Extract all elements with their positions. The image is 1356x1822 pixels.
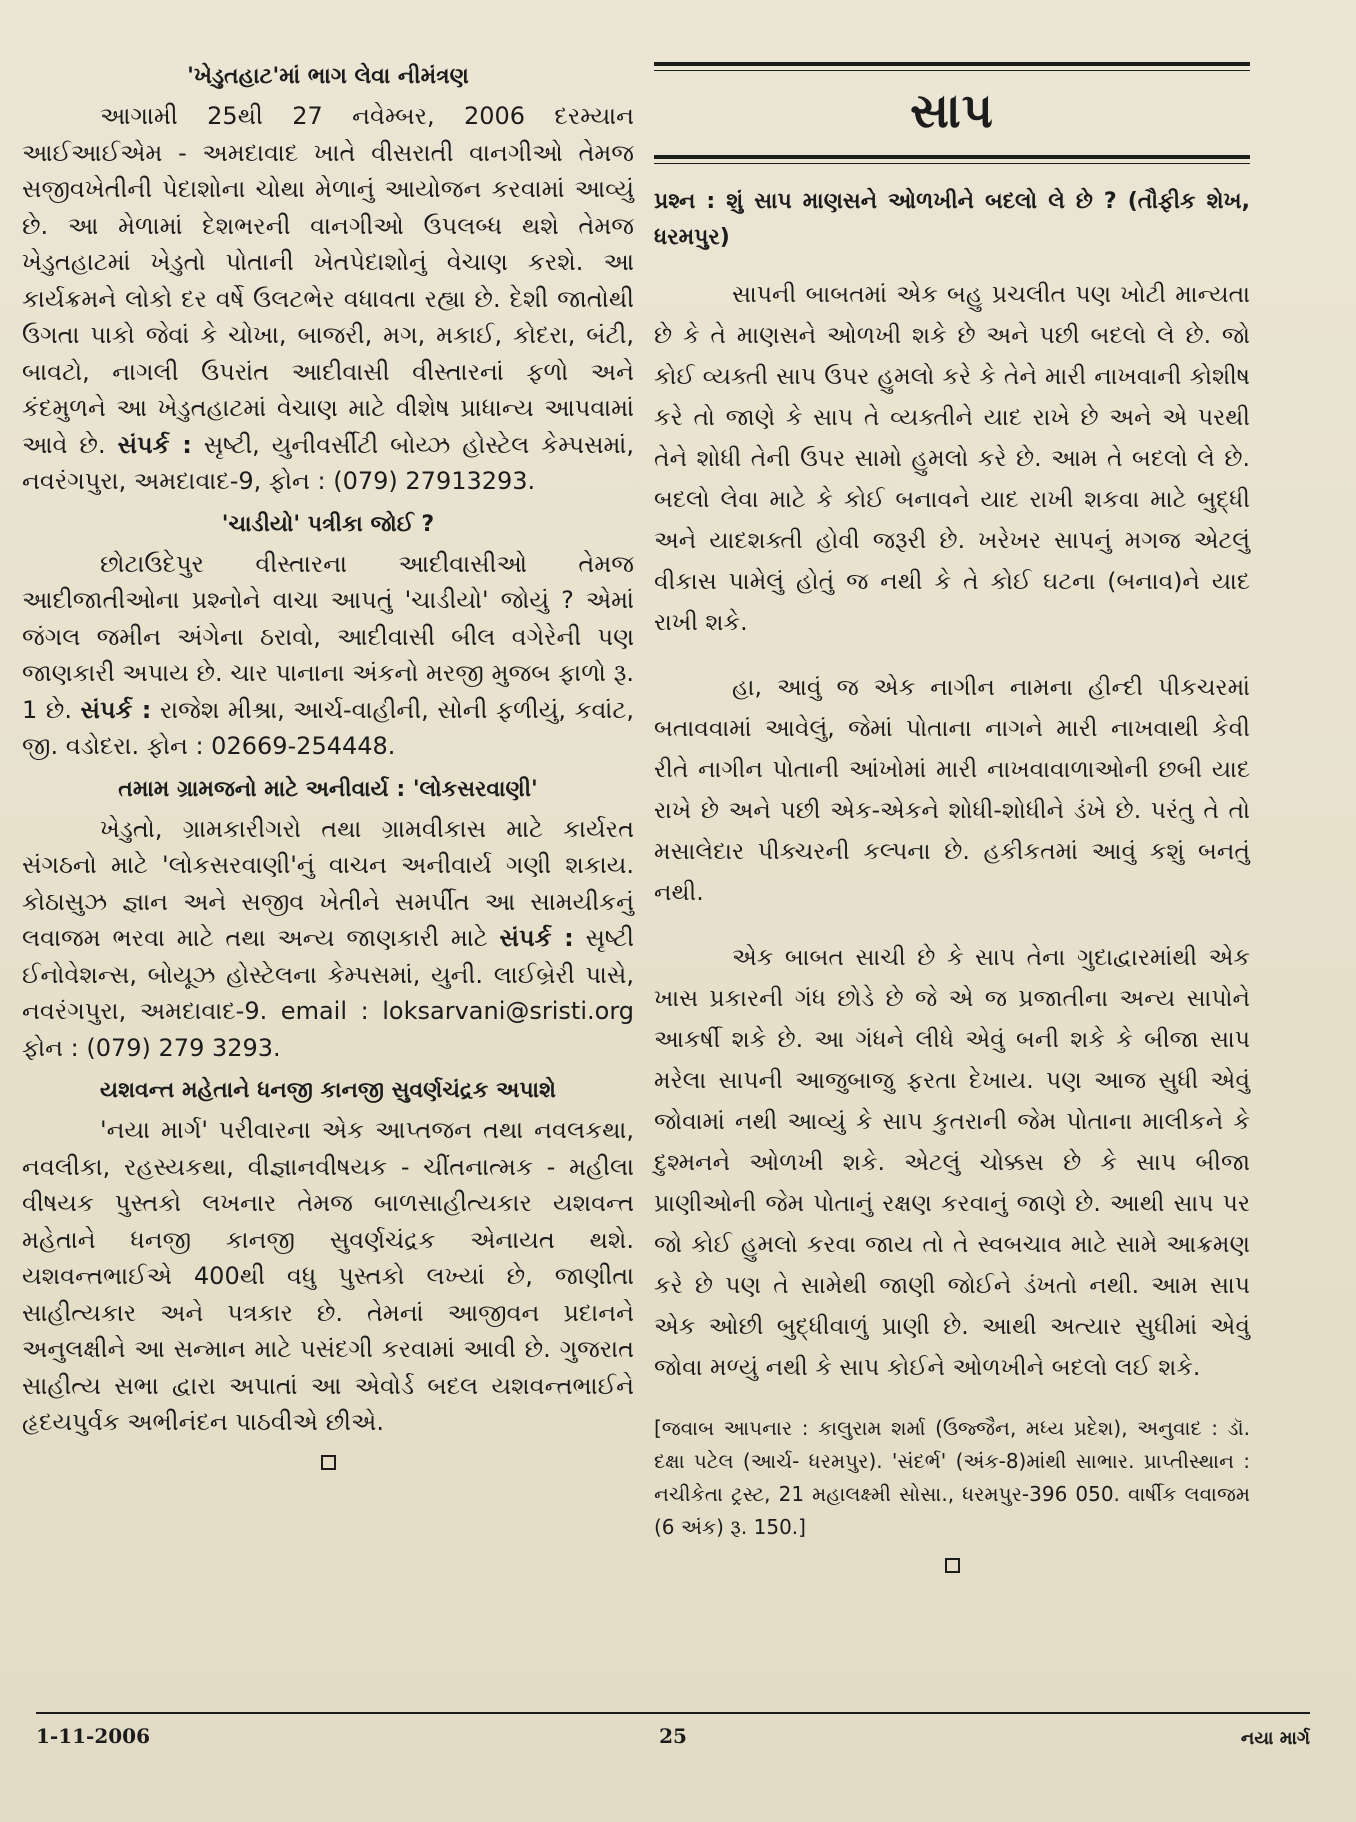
section-heading: તમામ ગ્રામજનો માટે અનીવાર્ય : 'લોકસરવાણી' bbox=[118, 776, 538, 802]
section-body: 'નયા માર્ગ' પરીવારના એક આપ્તજન તથા નવલકથા, નવલીકા, રહસ્યકથા, વીજ્ઞાનવીષયક - ચીંતનાત્મક - મહીલા વીષયક પુસ્તકો લખનાર તેમજ બાળસાહીત્યકાર યશવન્ત મહેતાને ધનજી કાનજી સુવર્ણચંદ્રક એનાયત થશે. યશવન્તભાઈએ 400થી વધુ પુસ્તકો લખ્યાં છે, જાણીતા સાહીત્યકાર અને પત્રકાર છે. તેમનાં આજીવન પ્રદાનને અનુલક્ષીને આ સન્માન માટે પસંદગી કરવામાં આવી છે. ગુજરાત સાહીત્ય સભા દ્વારા અપાતાં આ એવોર્ડ બદલ યશવન્તભાઈને હૃદયપુર્વક અભીનંદન પાઠવીએ છીએ. bbox=[22, 1116, 634, 1436]
end-of-article-square-icon bbox=[945, 1558, 960, 1573]
section-heading: યશવન્ત મહેતાને ધનજી કાનજી સુવર્ણચંદ્રક અપાશે bbox=[100, 1078, 556, 1103]
reader-question: પ્રશ્ન : શું સાપ માણસને ઓળખીને બદલો લે છે ? (તૌફીક શેખ, ધરમપુર) bbox=[654, 189, 1250, 250]
title-rule-bottom-thin bbox=[654, 163, 1250, 164]
attribution-note: [જવાબ આપનાર : કાલુરામ શર્મા (ઉજ્જૈન, મધ્ય પ્રદેશ), અનુવાદ : ડૉ. દક્ષા પટેલ (આર્ચ- ધરમપુર). 'સંદર્ભ' (અંક-8)માંથી સાભાર. પ્રાપ્તીસ્થાન : નચીકેતા ટ્રસ્ટ, 21 મહાલક્ષ્મી સોસા., ધરમપુર-396 050. વાર્ષીક લવાજમ (6 અંક) રૂ. 150.] bbox=[654, 1416, 1250, 1539]
article-title: સાપ bbox=[910, 83, 994, 139]
section-body: ખેડુતો, ગ્રામકારીગરો તથા ગ્રામવીકાસ માટે કાર્યરત સંગઠનો માટે 'લોકસરવાણી'નું વાચન અનીવાર્ય ગણી શકાય. કોઠાસુઝ જ્ઞાન અને સજીવ ખેતીને સમર્પીત આ સામયીકનું લવાજમ ભરવા માટે તથા અન્ય જાણકારી માટે સંપર્ક : સૃષ્ટી ઈનોવેશન્સ, બોયૂઝ હોસ્ટેલના કેમ્પસમાં, યુની. લાઈબ્રેરી પાસે, નવરંગપુરા, અમદાવાદ-9. email : loksarvani@sristi.org ફોન : (079) 279 3293. bbox=[22, 814, 634, 1062]
section-heading: 'ચાડીયો' પત્રીકા જોઈ ? bbox=[221, 511, 435, 537]
section-heading: 'ખેડુતહાટ'માં ભાગ લેવા નીમંત્રણ bbox=[187, 64, 469, 89]
title-rule-top-thin bbox=[654, 70, 1250, 71]
page-footer bbox=[36, 1712, 1310, 1749]
contact-label: સંપર્ક : bbox=[499, 924, 574, 952]
contact-info: સૃષ્ટી ઈનોવેશન્સ, બોયૂઝ હોસ્ટેલના કેમ્પસમાં, યુની. લાઈબ્રેરી પાસે, નવરંગપુરા, અમદાવાદ-9. email : loksarvani@sristi.org ફોન : (079) 279 3293. bbox=[22, 924, 634, 1062]
answer-paragraph: એક બાબત સાચી છે કે સાપ તેના ગુદાદ્વારમાંથી એક ખાસ પ્રકારની ગંધ છોડે છે જે એ જ પ્રજાતીના અન્ય સાપોને આકર્ષી શકે છે. આ ગંધને લીધે એવું બની શકે કે બીજા સાપ મરેલા સાપની આજુબાજુ ફરતા દેખાય. પણ આજ સુધી એવું જોવામાં નથી આવ્યું કે સાપ કુતરાની જેમ પોતાના માલીકને કે દુશ્મનને ઓળખી શકે. એટલું ચોક્કસ છે કે સાપ બીજા પ્રાણીઓની જેમ પોતાનું રક્ષણ કરવાનું જાણે છે. આથી સાપ પર જો કોઈ હુમલો કરવા જાય તો તે સ્વબચાવ માટે સામે આક્રમણ કરે છે પણ તે સામેથી જાણી જોઈને ડંખતો નથી. આમ સાપ એક ઓછી બુદ્ધીવાળું પ્રાણી છે. આથી અત્યાર સુધીમાં એવું જોવા મળ્યું નથી કે સાપ કોઈને ઓળખીને બદલો લઈ શકે. bbox=[654, 943, 1250, 1381]
page-number: 25 bbox=[659, 1724, 687, 1748]
issue-date: 1-11-2006 bbox=[36, 1724, 151, 1748]
article-title-box bbox=[654, 81, 1250, 141]
contact-label: સંપર્ક : bbox=[117, 430, 192, 459]
news-item-chadiyo bbox=[22, 510, 634, 765]
answer-paragraph: હા, આવું જ એક નાગીન નામના હીન્દી પીકચરમાં બતાવવામાં આવેલું, જેમાં પોતાના નાગને મારી નાખવાથી કેવી રીતે નાગીન પોતાની આંખોમાં મારી નાખવાવાળાઓની છબી યાદ રાખે છે અને પછી એક-એકને શોધી-શોધીને ડંખે છે. પરંતુ તે તો મસાલેદાર પીક્ચરની કલ્પના છે. હકીકતમાં આવું કશું બનતું નથી. bbox=[654, 673, 1250, 906]
section-body: છોટાઉદેપુર વીસ્તારના આદીવાસીઓ તેમજ આદીજાતીઓના પ્રશ્નોને વાચા આપતું 'ચાડીયો' જોયું ? એમાં જંગલ જમીન અંગેના ઠરાવો, આદીવાસી બીલ વગેરેની પણ જાણકારી અપાય છે. ચાર પાનાના અંકનો મરજી મુજબ ફાળો રૂ. 1 છે. સંપર્ક : રાજેશ મીશ્રા, આર્ચ-વાહીની, સોની ફળીયું, કવાંટ, જી. વડોદરા. ફોન : 02669-254448. bbox=[22, 549, 634, 760]
left-column bbox=[22, 62, 634, 1470]
title-rule-top bbox=[654, 62, 1250, 66]
news-item-khedut-haat bbox=[22, 62, 634, 500]
title-rule-bottom bbox=[654, 155, 1250, 159]
end-of-article-square-icon bbox=[321, 1455, 336, 1470]
news-item-award bbox=[22, 1076, 634, 1441]
right-column bbox=[654, 62, 1250, 1573]
publication-name: નયા માર્ગ bbox=[1240, 1728, 1310, 1749]
contact-label: સંપર્ક : bbox=[80, 695, 152, 724]
contact-info: રાજેશ મીશ્રા, આર્ચ-વાહીની, સોની ફળીયું, કવાંટ, જી. વડોદરા. ફોન : 02669-254448. bbox=[22, 695, 634, 760]
answer-paragraph: સાપની બાબતમાં એક બહુ પ્રચલીત પણ ખોટી માન્યતા છે કે તે માણસને ઓળખી શકે છે અને પછી બદલો લે છે. જો કોઈ વ્યક્તી સાપ ઉપર હુમલો કરે કે તેને મારી નાખવાની કોશીષ કરે તો જાણે કે સાપ તે વ્યક્તીને યાદ રાખે છે અને એ પરથી તેને શોધી તેની ઉપર સામો હુમલો કરે છે. આમ તે બદલો લે છે. બદલો લેવા માટે કે કોઈ બનાવને યાદ રાખી શકવા માટે બુદ્ધી અને યાદશક્તી હોવી જરૂરી છે. ખરેખર સાપનું મગજ એટલું વીકાસ પામેલું હોતું જ નથી કે તે કોઈ ઘટના (બનાવ)ને યાદ રાખી શકે. bbox=[654, 280, 1250, 636]
news-item-loksarvani bbox=[22, 775, 634, 1067]
section-body: આગામી 25થી 27 નવેમ્બર, 2006 દરમ્યાન આઈઆઈએમ - અમદાવાદ ખાતે વીસરાતી વાનગીઓ તેમજ સજીવખેતીની પેદાશોના ચોથા મેળાનું આયોજન કરવામાં આવ્યું છે. આ મેળામાં દેશભરની વાનગીઓ ઉપલબ્ધ થશે તેમજ ખેડુતહાટમાં ખેડુતો પોતાની ખેતપેદાશોનું વેચાણ કરશે. આ કાર્યક્રમને લોકો દર વર્ષે ઉલટભેર વધાવતા રહ્યા છે. દેશી જાતોથી ઉગતા પાકો જેવાં કે ચોખા, બાજરી, મગ, મકાઈ, કોદરા, બંટી, બાવટો, નાગલી ઉપરાંત આદીવાસી વીસ્તારનાં ફળો અને કંદમુળને આ ખેડુતહાટમાં વેચાણ માટે વીશેષ પ્રાધાન્ય આપવામાં આવે છે. સંપર્ક : સૃષ્ટી, યુનીવર્સીટી બોય્ઝ હોસ્ટેલ કેમ્પસમાં, નવરંગપુરા, અમદાવાદ-9, ફોન : (079) 27913293. bbox=[22, 102, 634, 495]
contact-info: સૃષ્ટી, યુનીવર્સીટી બોય્ઝ હોસ્ટેલ કેમ્પસમાં, નવરંગપુરા, અમદાવાદ-9, ફોન : (079) 27913293. bbox=[22, 430, 634, 495]
